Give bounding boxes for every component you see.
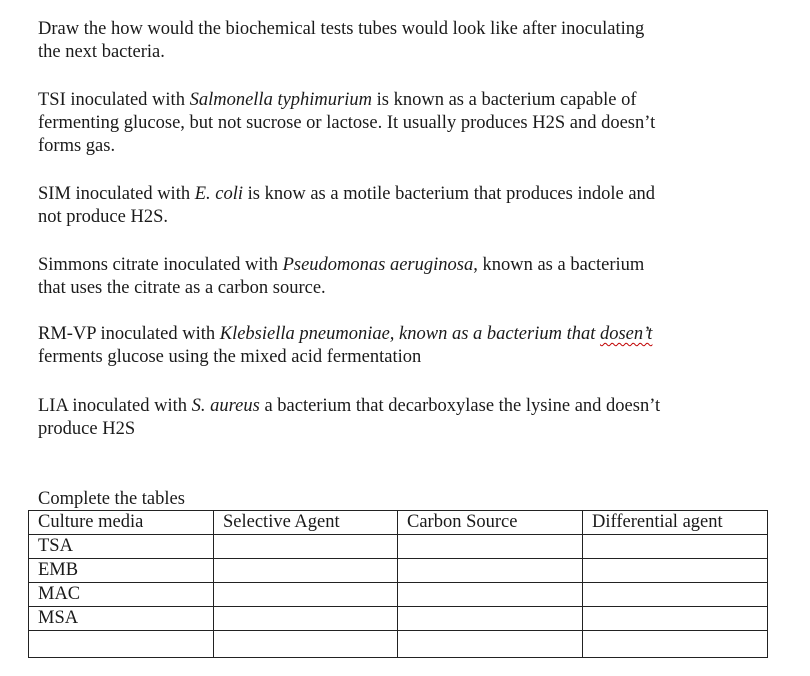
instructions-line-1: Draw the how would the biochemical tests tubes would look like after inoculating — [38, 19, 645, 39]
tsi-pre: TSI inoculated with — [38, 90, 190, 110]
table-cell[interactable] — [398, 631, 583, 658]
table-caption: Complete the tables — [38, 489, 185, 509]
sim-paragraph — [38, 183, 768, 229]
table-cell[interactable]: MAC — [29, 583, 214, 607]
table-cell[interactable] — [398, 535, 583, 559]
table-row — [29, 631, 768, 658]
table-cell[interactable] — [583, 559, 768, 583]
header-selective-agent: Selective Agent — [214, 511, 398, 535]
table-cell[interactable] — [583, 631, 768, 658]
rmvp-pre: RM-VP inoculated with — [38, 324, 220, 344]
spelling-error-word[interactable]: dosen’t — [599, 324, 653, 344]
instructions-paragraph — [38, 18, 768, 64]
table-header-row — [29, 511, 768, 535]
table-cell[interactable] — [583, 607, 768, 631]
table-row — [29, 535, 768, 559]
lia-pre: LIA inoculated with — [38, 396, 192, 416]
rmvp-paragraph — [38, 323, 768, 369]
tsi-line-3: forms gas. — [38, 136, 116, 156]
tsi-paragraph — [38, 89, 768, 158]
table-cell[interactable] — [29, 631, 214, 658]
table-cell[interactable] — [214, 535, 398, 559]
simmons-line-1-post: , known as a bacterium — [473, 255, 645, 275]
table-row — [29, 559, 768, 583]
table-cell[interactable]: EMB — [29, 559, 214, 583]
table-cell[interactable] — [398, 559, 583, 583]
lia-organism: S. aureus — [191, 396, 260, 416]
table-row — [29, 607, 768, 631]
rmvp-italic-text: Klebsiella pneumoniae, known as a bacterium that — [219, 324, 600, 344]
table-cell[interactable] — [214, 607, 398, 631]
tsi-organism: Salmonella typhimurium — [189, 90, 372, 110]
simmons-organism: Pseudomonas aeruginosa — [282, 255, 474, 275]
tsi-line-2: fermenting glucose, but not sucrose or lactose. It usually produces H2S and doesn’t — [38, 113, 656, 133]
table-cell[interactable] — [214, 559, 398, 583]
table-cell[interactable] — [214, 583, 398, 607]
simmons-line-2: that uses the citrate as a carbon source. — [38, 278, 326, 298]
sim-line-2: not produce H2S. — [38, 207, 168, 227]
header-carbon-source: Carbon Source — [398, 511, 583, 535]
simmons-paragraph — [38, 254, 768, 300]
sim-pre: SIM inoculated with — [38, 184, 195, 204]
tsi-line-1-post: is known as a bacterium capable of — [372, 90, 637, 110]
table-cell[interactable]: TSA — [29, 535, 214, 559]
table-cell[interactable] — [398, 583, 583, 607]
instructions-line-2: the next bacteria. — [38, 42, 165, 62]
table-cell[interactable]: MSA — [29, 607, 214, 631]
lia-paragraph — [38, 395, 768, 441]
media-table — [28, 510, 768, 658]
simmons-pre: Simmons citrate inoculated with — [38, 255, 283, 275]
lia-line-2: produce H2S — [38, 419, 136, 439]
table-cell[interactable] — [583, 583, 768, 607]
header-culture-media: Culture media — [29, 511, 214, 535]
lia-line-1-post: a bacterium that decarboxylase the lysine and doesn’t — [259, 396, 661, 416]
table-row — [29, 583, 768, 607]
table-cell[interactable] — [214, 631, 398, 658]
sim-line-1-post: is know as a motile bacterium that produces indole and — [243, 184, 656, 204]
header-differential-agent: Differential agent — [583, 511, 768, 535]
table-cell[interactable] — [583, 535, 768, 559]
sim-organism: E. coli — [194, 184, 244, 204]
rmvp-line-2: ferments glucose using the mixed acid fermentation — [38, 347, 422, 367]
table-cell[interactable] — [398, 607, 583, 631]
